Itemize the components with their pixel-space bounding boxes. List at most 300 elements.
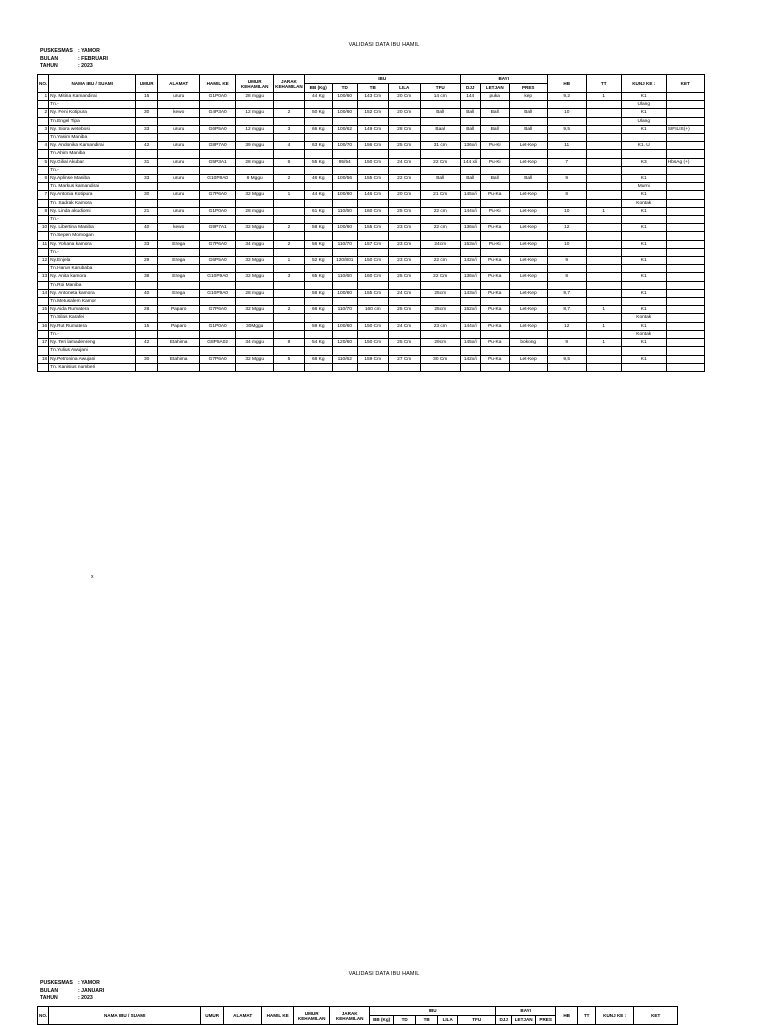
- cell-tfu: Baal: [420, 125, 460, 133]
- cell-tt: 1: [586, 339, 621, 347]
- cell-ket: [666, 101, 704, 109]
- cell-hb: [547, 150, 586, 158]
- cell-ket: [666, 248, 704, 256]
- header-td: TD: [332, 84, 357, 93]
- cell-ket: [666, 150, 704, 158]
- cell-djj: [460, 216, 480, 224]
- cell-tt: [586, 265, 621, 273]
- cell-alamat: Etahima: [158, 339, 200, 347]
- cell-lila: [388, 166, 420, 174]
- cell-hb: 10: [547, 207, 586, 215]
- cell-alamat: [158, 298, 200, 306]
- cell-uk: [236, 265, 274, 273]
- cell-uk: [236, 281, 274, 289]
- cell-umur: [136, 199, 158, 207]
- table-row: [38, 240, 705, 248]
- cell-djj: [460, 330, 480, 338]
- cell-uk: 32 Mggu: [236, 257, 274, 265]
- cell-alamat: [158, 265, 200, 273]
- cell-tfu: Ball: [420, 109, 460, 117]
- cell-uk: 28 mggu: [236, 207, 274, 215]
- cell-lila: [388, 363, 420, 371]
- cell-umur: [136, 134, 158, 142]
- cell-ket: HbsAg (+): [666, 158, 704, 166]
- cell-pres: Let-Kep: [509, 273, 547, 281]
- cell-umur: [136, 330, 158, 338]
- cell-tb: 160 Cm: [357, 273, 388, 281]
- cell-ket: [666, 314, 704, 322]
- cell-jarak: [274, 117, 305, 125]
- cell-ket: [666, 142, 704, 150]
- cell-kunj: K1: [621, 93, 666, 101]
- cell-td: [332, 134, 357, 142]
- cell-jarak: 2: [274, 109, 305, 117]
- cell-no: [38, 117, 49, 125]
- cell-lila: [388, 183, 420, 191]
- cell-hb: 9: [547, 339, 586, 347]
- cell-jarak: [274, 322, 305, 330]
- puskesmas-label: PUSKESMAS: [40, 48, 73, 54]
- cell-lila: 25 Cm: [388, 142, 420, 150]
- cell-tb: [357, 265, 388, 273]
- cell-pres: Let-Kep: [509, 207, 547, 215]
- table-row: [38, 199, 705, 207]
- cell-lila: [388, 232, 420, 240]
- cell-tfu: [420, 232, 460, 240]
- cell-djj: [460, 314, 480, 322]
- cell-hb: [547, 117, 586, 125]
- cell-umur: 40: [136, 289, 158, 297]
- header-letjan-2: LETJAN: [512, 1016, 536, 1025]
- cell-umur: 29: [136, 257, 158, 265]
- header-no: NO.: [38, 75, 49, 93]
- table-row: [38, 158, 705, 166]
- cell-tfu: [420, 150, 460, 158]
- cell-umur: 21: [136, 207, 158, 215]
- cell-jarak: [274, 207, 305, 215]
- header-kunj-2: KUNJ KE :: [596, 1007, 634, 1025]
- cell-bb: 52 Kg: [304, 257, 332, 265]
- table-row: [38, 191, 705, 199]
- cell-bb: 56 Kg: [304, 289, 332, 297]
- cell-tt: [586, 183, 621, 191]
- cell-tfu: [420, 330, 460, 338]
- bulan-label-2: BULAN: [40, 987, 59, 994]
- cell-nama: Ny.Petronina Awujani: [49, 355, 136, 363]
- cell-jarak: [274, 166, 305, 174]
- cell-djj: [460, 232, 480, 240]
- cell-bb: 66 Kg: [304, 125, 332, 133]
- cell-hamil: [200, 150, 236, 158]
- cell-no: 13: [38, 273, 49, 281]
- cell-tb: [357, 232, 388, 240]
- cell-td: [332, 330, 357, 338]
- cell-letjan: [480, 281, 509, 289]
- cell-hamil: [200, 248, 236, 256]
- cell-tt: [586, 175, 621, 183]
- header-letjan: LETJAN: [480, 84, 509, 93]
- cell-kunj: [621, 347, 666, 355]
- cell-ket: [666, 281, 704, 289]
- cell-pres: [509, 134, 547, 142]
- cell-umur: 15: [136, 322, 158, 330]
- cell-lila: [388, 265, 420, 273]
- cell-hb: 7: [547, 158, 586, 166]
- cell-hb: 9,2: [547, 93, 586, 101]
- cell-no: 8: [38, 207, 49, 215]
- cell-tt: [586, 232, 621, 240]
- cell-kunj: K3: [621, 158, 666, 166]
- cell-uk: [236, 314, 274, 322]
- cell-uk: 8 Mggu: [236, 175, 274, 183]
- cell-umur: [136, 166, 158, 174]
- table-row: [38, 298, 705, 306]
- cell-uk: 28 mggu: [236, 93, 274, 101]
- cell-no: [38, 347, 49, 355]
- cell-pres: [509, 101, 547, 109]
- doc1-title: VALIDASI DATA IBU HAMIL: [348, 42, 420, 48]
- cell-letjan: [480, 134, 509, 142]
- cell-no: 2: [38, 109, 49, 117]
- header-hb: HB: [547, 75, 586, 93]
- cell-no: 5: [38, 158, 49, 166]
- doc2-title: VALIDASI DATA IBU HAMIL: [348, 971, 420, 977]
- cell-alamat: [158, 101, 200, 109]
- header-bb: BB (Kg): [304, 84, 332, 93]
- cell-hamil: G8P7A0: [200, 142, 236, 150]
- cell-letjan: Pu-Ka: [480, 191, 509, 199]
- cell-td: 120/801: [332, 257, 357, 265]
- cell-td: 100/60: [332, 191, 357, 199]
- cell-jarak: [274, 330, 305, 338]
- cell-jarak: [274, 248, 305, 256]
- cell-no: [38, 216, 49, 224]
- cell-djj: 153x/i: [460, 240, 480, 248]
- cell-lila: 20 Cm: [388, 93, 420, 101]
- header-pres: PRES: [509, 84, 547, 93]
- cell-hb: [547, 265, 586, 273]
- cell-umur: 33: [136, 240, 158, 248]
- cell-letjan: Pu-Ka: [480, 322, 509, 330]
- cell-ket: [666, 232, 704, 240]
- cell-hb: [547, 166, 586, 174]
- cell-tfu: 23 cm: [420, 322, 460, 330]
- cell-nama: Tn.Yulius Awujani: [49, 347, 136, 355]
- cell-pres: [509, 314, 547, 322]
- cell-uk: [236, 347, 274, 355]
- cell-letjan: [480, 166, 509, 174]
- cell-td: 100/62: [332, 125, 357, 133]
- cell-tb: 146 Cm: [357, 191, 388, 199]
- cell-ket: [666, 265, 704, 273]
- cell-hb: 8,7: [547, 306, 586, 314]
- cell-alamat: [158, 183, 200, 191]
- cell-alamat: ururu: [158, 191, 200, 199]
- cell-tt: [586, 101, 621, 109]
- cell-djj: 144: [460, 93, 480, 101]
- cell-letjan: Ball: [480, 109, 509, 117]
- cell-bb: [304, 183, 332, 191]
- cell-tfu: [420, 166, 460, 174]
- cell-hb: [547, 183, 586, 191]
- cell-uk: 28 mggu: [236, 289, 274, 297]
- cell-hamil: [200, 330, 236, 338]
- cell-pres: [509, 298, 547, 306]
- cell-bb: 55 Kg: [304, 158, 332, 166]
- cell-ket: [666, 191, 704, 199]
- cell-no: [38, 101, 49, 109]
- cell-td: [332, 183, 357, 191]
- cell-td: [332, 248, 357, 256]
- cell-nama: Ny. Anita kamora: [49, 273, 136, 281]
- cell-ket: [666, 339, 704, 347]
- cell-hamil: [200, 265, 236, 273]
- cell-lila: 22 Cm: [388, 175, 420, 183]
- cell-djj: 143x/i: [460, 289, 480, 297]
- cell-tb: [357, 150, 388, 158]
- table-row: [38, 347, 705, 355]
- cell-umur: 33: [136, 125, 158, 133]
- cell-no: [38, 363, 49, 371]
- cell-uk: 39 mggu: [236, 142, 274, 150]
- cell-td: 110/60: [332, 273, 357, 281]
- table-row: [38, 175, 705, 183]
- cell-bb: [304, 101, 332, 109]
- cell-tb: [357, 183, 388, 191]
- cell-nama: Tn.-: [49, 101, 136, 109]
- cell-tb: [357, 199, 388, 207]
- table-row: [38, 93, 705, 101]
- cell-td: 110/70: [332, 240, 357, 248]
- cell-hamil: G10P9A0: [200, 273, 236, 281]
- cell-hb: [547, 134, 586, 142]
- cell-ket: [666, 240, 704, 248]
- cell-ket: [666, 199, 704, 207]
- cell-tb: [357, 117, 388, 125]
- cell-no: [38, 265, 49, 273]
- table-row: [38, 322, 705, 330]
- cell-tfu: [420, 216, 460, 224]
- cell-hb: 10: [547, 109, 586, 117]
- cell-tfu: [420, 183, 460, 191]
- cell-tb: [357, 330, 388, 338]
- cell-no: 15: [38, 306, 49, 314]
- cell-bb: 63 Kg: [304, 142, 332, 150]
- cell-pres: [509, 150, 547, 158]
- cell-umur: 33: [136, 175, 158, 183]
- cell-letjan: Pu-Ka: [480, 257, 509, 265]
- header-pres-2: PRES: [536, 1016, 556, 1025]
- cell-djj: [460, 265, 480, 273]
- cell-nama: Ny. Yohana kamora: [49, 240, 136, 248]
- cell-uk: 32 Mggu: [236, 224, 274, 232]
- cell-hamil: [200, 314, 236, 322]
- cell-ket: [666, 363, 704, 371]
- cell-umur: [136, 101, 158, 109]
- validation-table: [37, 74, 705, 372]
- cell-bb: [304, 248, 332, 256]
- cell-tt: 1: [586, 322, 621, 330]
- table-row: [38, 117, 705, 125]
- cell-djj: [460, 281, 480, 289]
- cell-kunj: K1: [621, 175, 666, 183]
- cell-jarak: [274, 314, 305, 322]
- cell-td: [332, 232, 357, 240]
- cell-hb: [547, 232, 586, 240]
- cell-jarak: [274, 183, 305, 191]
- cell-nama: Tn. Kanisius numberi: [49, 363, 136, 371]
- cell-tt: [586, 273, 621, 281]
- table-body: [38, 93, 705, 372]
- cell-tb: 160 Cm: [357, 207, 388, 215]
- cell-hamil: [200, 281, 236, 289]
- cell-bb: 56 Kg: [304, 240, 332, 248]
- cell-jarak: 1: [274, 257, 305, 265]
- cell-hb: 12: [547, 322, 586, 330]
- cell-td: 100/60: [332, 93, 357, 101]
- cell-hb: 9,5: [547, 125, 586, 133]
- cell-alamat: Erega: [158, 273, 200, 281]
- table-row: [38, 216, 705, 224]
- cell-tt: [586, 109, 621, 117]
- cell-uk: 32 Mggu: [236, 273, 274, 281]
- cell-lila: [388, 134, 420, 142]
- table-row: [38, 166, 705, 174]
- cell-bb: [304, 134, 332, 142]
- header-td-2: TD: [394, 1016, 416, 1025]
- cell-pres: Let-Kep: [509, 142, 547, 150]
- cell-kunj: K1: [621, 289, 666, 297]
- header-djj-2: DJJ: [496, 1016, 512, 1025]
- cell-alamat: Erega: [158, 289, 200, 297]
- cell-tb: [357, 166, 388, 174]
- header-hamil-ke-2: HAMIL KE: [262, 1007, 294, 1025]
- cell-jarak: [274, 363, 305, 371]
- header-lila-2: LILA: [438, 1016, 458, 1025]
- cell-letjan: [480, 330, 509, 338]
- cell-jarak: [274, 232, 305, 240]
- cell-tb: 143 Cm: [357, 93, 388, 101]
- cell-td: 100/60: [332, 322, 357, 330]
- cell-bb: [304, 314, 332, 322]
- cell-lila: [388, 216, 420, 224]
- cell-umur: 30: [136, 355, 158, 363]
- cell-bb: [304, 166, 332, 174]
- cell-lila: [388, 281, 420, 289]
- cell-letjan: Ball: [480, 175, 509, 183]
- cell-hamil: [200, 232, 236, 240]
- cell-ket: [666, 117, 704, 125]
- cell-nama: Ny. Libertina Maniba: [49, 224, 136, 232]
- cell-lila: 27 Cm: [388, 355, 420, 363]
- cell-nama: Ny.Enjela: [49, 257, 136, 265]
- cell-td: 100/56: [332, 175, 357, 183]
- cell-jarak: 3: [274, 125, 305, 133]
- cell-nama: Ny.Gilial Akubar: [49, 158, 136, 166]
- cell-pres: bokong: [509, 339, 547, 347]
- cell-letjan: [480, 232, 509, 240]
- cell-nama: Tn. Markus kamandirai: [49, 183, 136, 191]
- cell-alamat: kewo: [158, 109, 200, 117]
- cell-ket: [666, 257, 704, 265]
- cell-hb: [547, 363, 586, 371]
- cell-ket: [666, 93, 704, 101]
- cell-alamat: [158, 281, 200, 289]
- cell-djj: 144x/i: [460, 207, 480, 215]
- cell-alamat: [158, 347, 200, 355]
- cell-hamil: [200, 117, 236, 125]
- cell-nama: Tn.Harun Karubaba: [49, 265, 136, 273]
- header-bb-2: BB (Kg): [370, 1016, 394, 1025]
- cell-tb: 149 Cm: [357, 125, 388, 133]
- cell-uk: [236, 117, 274, 125]
- cell-nama: Tn.Engel Tipa: [49, 117, 136, 125]
- cell-jarak: [274, 347, 305, 355]
- cell-pres: [509, 265, 547, 273]
- cell-djj: [460, 248, 480, 256]
- cell-letjan: Pu-Ka: [480, 355, 509, 363]
- header-no-2: NO.: [38, 1007, 49, 1025]
- cell-uk: 30Mggu: [236, 322, 274, 330]
- cell-djj: 136x/i: [460, 273, 480, 281]
- cell-uk: 32 Mggu: [236, 355, 274, 363]
- cell-djj: Ball: [460, 109, 480, 117]
- cell-hamil: G5P3A1: [200, 158, 236, 166]
- cell-tt: [586, 158, 621, 166]
- cell-nama: Tn.Silas Karafei: [49, 314, 136, 322]
- cell-pres: Let-Kep: [509, 257, 547, 265]
- cell-alamat: [158, 248, 200, 256]
- header-ket: KET: [666, 75, 704, 93]
- header-jarak-kehamilan: JARAK KEHAMILAN: [274, 75, 305, 93]
- cell-letjan: Pu-Ki: [480, 158, 509, 166]
- cell-tb: [357, 298, 388, 306]
- cell-jarak: [274, 289, 305, 297]
- cell-tb: 160 cm: [357, 306, 388, 314]
- cell-kunj: Ulang: [621, 101, 666, 109]
- cell-kunj: K1: [621, 322, 666, 330]
- cell-tfu: [420, 117, 460, 125]
- cell-tfu: [420, 248, 460, 256]
- cell-letjan: puka: [480, 93, 509, 101]
- cell-bb: 50 Kg: [304, 109, 332, 117]
- cell-letjan: Pu-Ki: [480, 142, 509, 150]
- cell-letjan: Pu-Ki: [480, 240, 509, 248]
- cell-jarak: 4: [274, 142, 305, 150]
- cell-kunj: K1: [621, 207, 666, 215]
- cell-alamat: Etahima: [158, 355, 200, 363]
- cell-kunj: [621, 150, 666, 158]
- cell-kunj: [621, 298, 666, 306]
- cell-umur: [136, 265, 158, 273]
- cell-letjan: Pu-Ka: [480, 224, 509, 232]
- cell-djj: 152x/i: [460, 306, 480, 314]
- cell-letjan: [480, 150, 509, 158]
- cell-lila: [388, 117, 420, 125]
- cell-tfu: 24cm: [420, 240, 460, 248]
- header-nama: NAMA IBU / SUAMI: [49, 75, 136, 93]
- cell-tb: 155 Cm: [357, 175, 388, 183]
- cell-tt: [586, 314, 621, 322]
- cell-bb: [304, 216, 332, 224]
- cell-td: [332, 117, 357, 125]
- cell-no: 6: [38, 175, 49, 183]
- cell-djj: [460, 347, 480, 355]
- cell-letjan: [480, 298, 509, 306]
- cell-uk: [236, 330, 274, 338]
- cell-ket: [666, 347, 704, 355]
- cell-no: [38, 183, 49, 191]
